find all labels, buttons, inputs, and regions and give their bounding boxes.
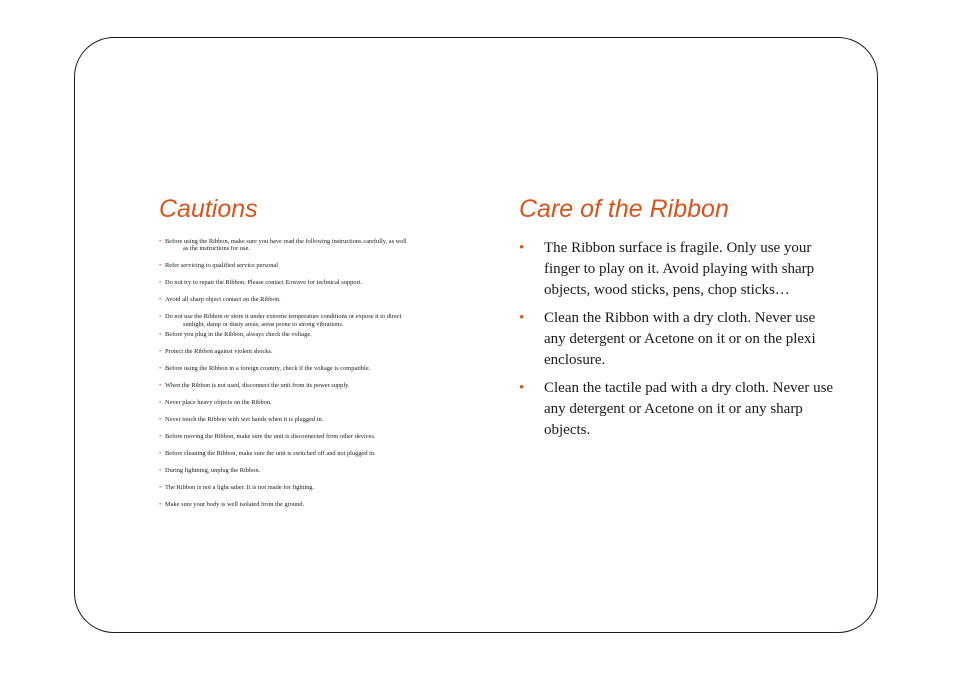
list-item	[159, 382, 484, 389]
bullet-icon: •	[519, 310, 525, 326]
list-item	[159, 501, 484, 508]
list-item-text: Protect the Ribbon against violent shocks.	[165, 348, 273, 356]
list-item-text: The Ribbon surface is fragile. Only use your finger to play on it. Avoid playing with sharp objects, wood sticks, pens, chop sticks…	[544, 240, 815, 298]
list-item-text: Do not use the Ribbon or store it under extreme temperature conditions or expose it to direct	[165, 313, 402, 321]
bullet-icon: •	[159, 484, 162, 492]
list-item-text: Avoid all sharp object contact on the Ribbon.	[165, 296, 281, 304]
care-list	[519, 238, 839, 448]
bullet-icon: •	[159, 296, 162, 304]
bullet-icon: •	[519, 380, 525, 396]
list-item-text: When the Ribbon is not used, disconnect the unit from its power supply.	[165, 382, 350, 390]
list-item	[159, 450, 484, 457]
list-item	[159, 365, 484, 372]
list-item	[159, 416, 484, 423]
list-item-text: Do not try to repair the Ribbon. Please contact Eowave for technical support.	[165, 279, 362, 287]
list-item-text: Clean the tactile pad with a dry cloth. Never use any detergent or Acetone on it or any sharp objects.	[544, 380, 834, 438]
list-item-text: Before you plug in the Ribbon, always check the voltage.	[165, 331, 312, 339]
bullet-icon: •	[159, 467, 162, 475]
list-item-text: Before using the Ribbon in a foreign country, check if the voltage is compatible.	[165, 365, 371, 373]
list-item-text: During lightning, unplug the Ribbon.	[165, 467, 261, 475]
bullet-icon: •	[159, 238, 162, 245]
list-item	[159, 399, 484, 406]
list-item	[159, 262, 484, 269]
list-item-text: Never touch the Ribbon with wet hands when it is plugged in.	[165, 416, 324, 424]
list-item-text: Before moving the Ribbon, make sure the unit is disconnected from other devices.	[165, 433, 376, 441]
bullet-icon: •	[159, 399, 162, 407]
list-item-text: Never place heavy objects on the Ribbon.	[165, 399, 272, 407]
list-item	[519, 308, 839, 371]
list-item	[159, 279, 484, 286]
list-item	[519, 378, 839, 441]
list-item	[159, 348, 484, 355]
bullet-icon: •	[519, 240, 525, 256]
bullet-icon: •	[159, 501, 162, 509]
bullet-icon: •	[159, 450, 162, 458]
list-item	[159, 331, 484, 338]
bullet-icon: •	[159, 365, 162, 373]
list-item	[159, 313, 484, 328]
care-title: Care of the Ribbon	[519, 195, 729, 223]
list-item-text: Before using the Ribbon, make sure you have read the following instructions carefully, as well	[165, 238, 407, 245]
bullet-icon: •	[159, 313, 162, 321]
cautions-list	[159, 238, 484, 518]
list-item-text: Refer servicing to qualified service personal	[165, 262, 279, 270]
list-item-text: Before cleaning the Ribbon, make sure the unit is switched off and not plugged in.	[165, 450, 376, 458]
cautions-title: Cautions	[159, 195, 258, 223]
list-item-text: Clean the Ribbon with a dry cloth. Never use any detergent or Acetone on it or on the plexi enclosure.	[544, 310, 816, 368]
list-item	[159, 238, 484, 253]
list-item	[159, 484, 484, 491]
bullet-icon: •	[159, 433, 162, 441]
bullet-icon: •	[159, 348, 162, 356]
bullet-icon: •	[159, 416, 162, 424]
list-item	[519, 238, 839, 301]
bullet-icon: •	[159, 279, 162, 287]
list-item	[159, 433, 484, 440]
list-item-text-continued: as the instructions for use.	[183, 245, 250, 253]
list-item	[159, 296, 484, 303]
list-item	[159, 467, 484, 474]
bullet-icon: •	[159, 262, 162, 270]
bullet-icon: •	[159, 382, 162, 390]
list-item-text-continued: sunlight, damp or dusty areas, areas prone to strong vibrations.	[183, 320, 344, 328]
list-item-text: Make sure your body is well isolated from the ground.	[165, 501, 305, 509]
list-item-text: The Ribbon is not a light saber. It is not made for fighting.	[165, 484, 315, 492]
bullet-icon: •	[159, 331, 162, 339]
